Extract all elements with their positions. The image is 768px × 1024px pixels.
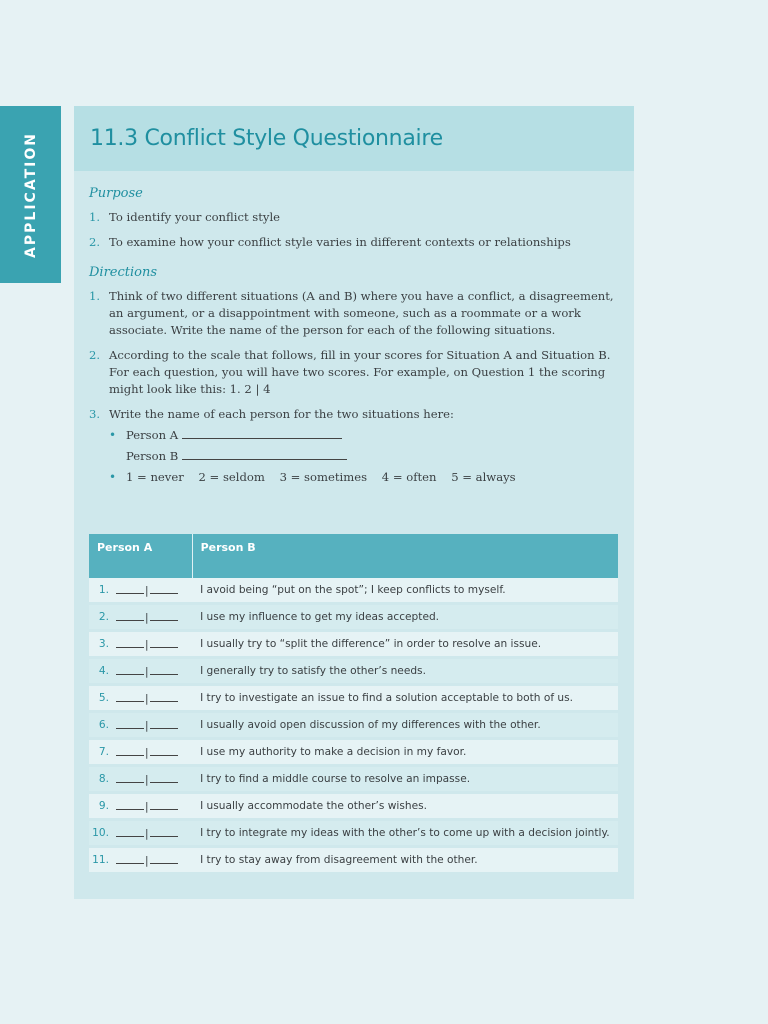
person-b-blank[interactable]	[182, 448, 347, 460]
question-number: 5.	[89, 685, 113, 712]
questionnaire-panel	[74, 106, 634, 899]
directions-list	[89, 288, 618, 486]
table-row	[89, 712, 618, 739]
question-text: I generally try to satisfy the other’s needs.	[192, 658, 618, 685]
score-a-blank[interactable]	[116, 746, 144, 756]
list-item	[89, 209, 618, 226]
title-bar	[74, 106, 634, 171]
score-a-blank[interactable]	[116, 719, 144, 729]
score-b-blank[interactable]	[150, 773, 178, 783]
purpose-list	[89, 209, 618, 251]
score-blanks[interactable]: |	[113, 712, 192, 739]
score-a-blank[interactable]	[116, 638, 144, 648]
score-blanks[interactable]: |	[113, 685, 192, 712]
item-number: 2.	[89, 235, 101, 249]
item-text: To identify your conflict style	[109, 210, 281, 224]
table-row	[89, 793, 618, 820]
item-text: Write the name of each person for the two situations here:	[109, 407, 454, 421]
score-b-blank[interactable]	[150, 638, 178, 648]
question-number: 1.	[89, 578, 113, 604]
person-b-label: Person B	[126, 449, 179, 463]
bullet-icon: •	[109, 470, 117, 484]
question-number: 3.	[89, 631, 113, 658]
person-a-blank[interactable]	[182, 427, 342, 439]
question-text: I usually accommodate the other’s wishes.	[192, 793, 618, 820]
scale-text: 1 = never 2 = seldom 3 = sometimes 4 = often 5 = always	[126, 470, 516, 484]
person-a-field[interactable]	[109, 427, 618, 444]
side-tab	[0, 106, 61, 283]
question-text: I try to find a middle course to resolve an impasse.	[192, 766, 618, 793]
score-blanks[interactable]: |	[113, 604, 192, 631]
table-row	[89, 820, 618, 847]
table-row	[89, 847, 618, 874]
question-number: 8.	[89, 766, 113, 793]
table-row	[89, 604, 618, 631]
score-a-blank[interactable]	[116, 584, 144, 594]
question-text: I usually avoid open discussion of my differences with the other.	[192, 712, 618, 739]
table-row	[89, 766, 618, 793]
score-blanks[interactable]: |	[113, 658, 192, 685]
scale-item	[109, 469, 618, 486]
side-tab-label: APPLICATION	[22, 131, 39, 258]
score-b-blank[interactable]	[150, 692, 178, 702]
question-number: 7.	[89, 739, 113, 766]
item-text: To examine how your conflict style varies in different contexts or relationships	[109, 235, 571, 249]
column-header-person-a: Person A	[89, 534, 192, 578]
person-a-label: Person A	[126, 428, 179, 442]
table-row	[89, 658, 618, 685]
score-b-blank[interactable]	[150, 611, 178, 621]
bullet-icon: •	[109, 428, 117, 442]
item-text: According to the scale that follows, fill in your scores for Situation A and Situation B. For each question, you will have two scores. For example, on Question 1 the scoring might look like this: 1. 2 | 4	[109, 348, 611, 396]
question-number: 9.	[89, 793, 113, 820]
question-text: I avoid being “put on the spot”; I keep conflicts to myself.	[192, 578, 618, 604]
person-list	[109, 427, 618, 444]
score-a-blank[interactable]	[116, 665, 144, 675]
question-number: 11.	[89, 847, 113, 874]
score-b-blank[interactable]	[150, 665, 178, 675]
question-text: I use my authority to make a decision in my favor.	[192, 739, 618, 766]
item-number: 1.	[89, 210, 101, 224]
score-blanks[interactable]: |	[113, 847, 192, 874]
score-a-blank[interactable]	[116, 692, 144, 702]
list-item	[89, 288, 618, 339]
score-b-blank[interactable]	[150, 827, 178, 837]
score-a-blank[interactable]	[116, 611, 144, 621]
score-a-blank[interactable]	[116, 800, 144, 810]
content	[74, 171, 634, 486]
list-item	[89, 406, 618, 486]
score-blanks[interactable]: |	[113, 793, 192, 820]
question-text: I use my influence to get my ideas accepted.	[192, 604, 618, 631]
item-text: Think of two different situations (A and B) where you have a conflict, a disagreement, an argument, or a disappointment with someone, such as a roommate or a work associate. Write the name of the person for each of the following situations.	[109, 289, 614, 337]
question-number: 4.	[89, 658, 113, 685]
question-number: 10.	[89, 820, 113, 847]
score-b-blank[interactable]	[150, 854, 178, 864]
question-text: I try to stay away from disagreement with the other.	[192, 847, 618, 874]
score-blanks[interactable]: |	[113, 766, 192, 793]
person-b-field[interactable]	[109, 448, 618, 465]
table-row	[89, 578, 618, 604]
score-blanks[interactable]: |	[113, 631, 192, 658]
table-row	[89, 631, 618, 658]
purpose-heading: Purpose	[89, 186, 143, 201]
score-a-blank[interactable]	[116, 827, 144, 837]
scale-list	[109, 469, 618, 486]
score-a-blank[interactable]	[116, 773, 144, 783]
score-blanks[interactable]: |	[113, 820, 192, 847]
question-number: 6.	[89, 712, 113, 739]
score-blanks[interactable]: |	[113, 739, 192, 766]
list-item	[89, 234, 618, 251]
item-number: 2.	[89, 348, 101, 362]
directions-heading: Directions	[89, 265, 158, 280]
questionnaire-table	[89, 534, 618, 875]
column-header-person-b: Person B	[192, 534, 618, 578]
item-number: 3.	[89, 407, 101, 421]
table-body	[89, 578, 618, 874]
table-row	[89, 685, 618, 712]
score-b-blank[interactable]	[150, 719, 178, 729]
question-number: 2.	[89, 604, 113, 631]
directions-section	[89, 265, 618, 486]
score-blanks[interactable]: |	[113, 578, 192, 604]
page-title: 11.3 Conflict Style Questionnaire	[90, 126, 443, 151]
question-text: I try to investigate an issue to find a solution acceptable to both of us.	[192, 685, 618, 712]
table-row	[89, 739, 618, 766]
score-b-blank[interactable]	[150, 584, 178, 594]
item-number: 1.	[89, 289, 101, 303]
list-item	[89, 347, 618, 398]
score-b-blank[interactable]	[150, 800, 178, 810]
question-text: I usually try to “split the difference” in order to resolve an issue.	[192, 631, 618, 658]
score-a-blank[interactable]	[116, 854, 144, 864]
question-text: I try to integrate my ideas with the other’s to come up with a decision jointly.	[192, 820, 618, 847]
table-header-row	[89, 534, 618, 578]
score-b-blank[interactable]	[150, 746, 178, 756]
